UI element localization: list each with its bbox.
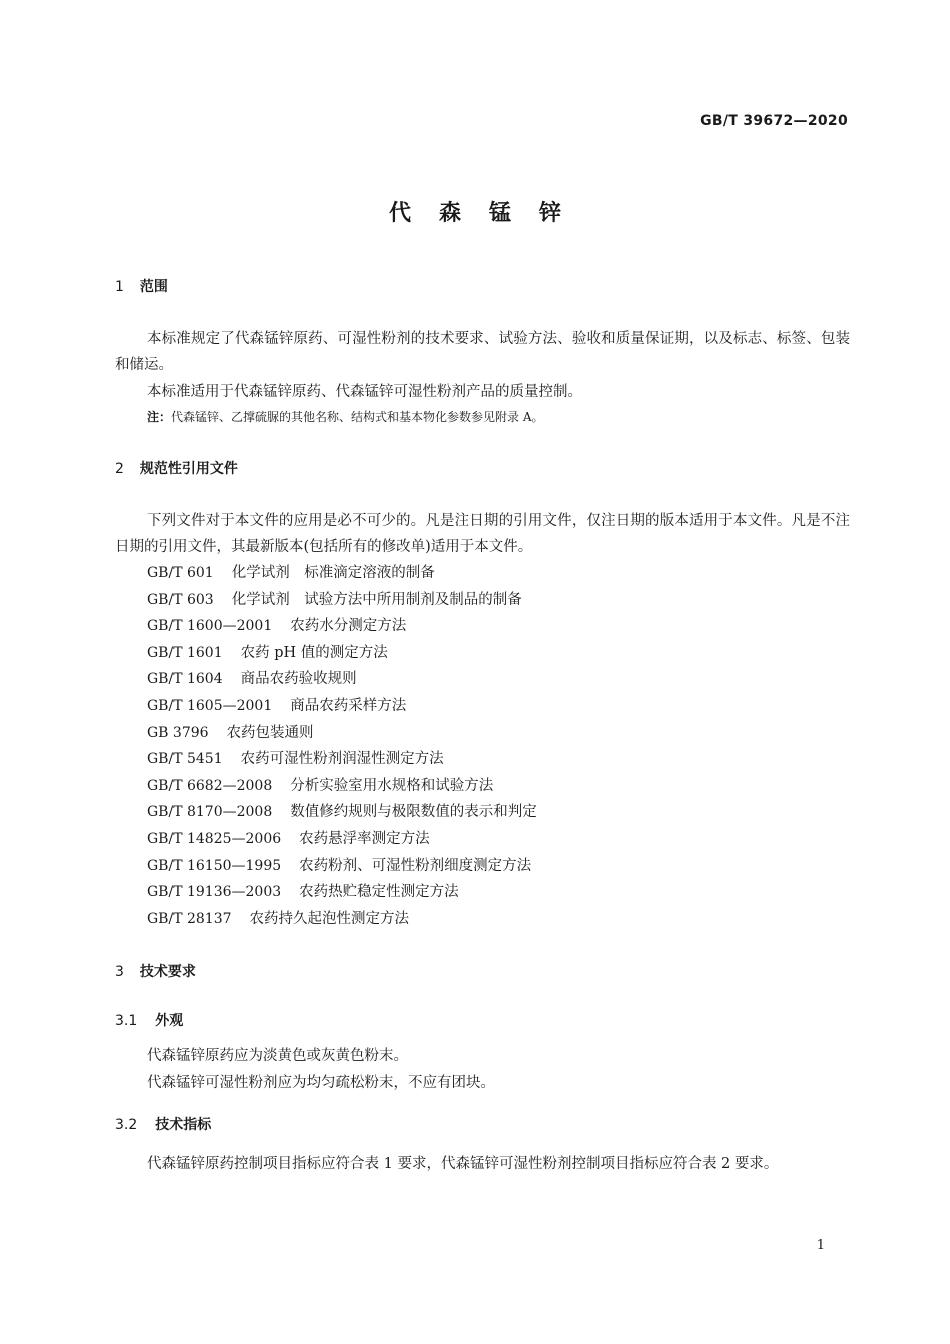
references-intro: 下列文件对于本文件的应用是必不可少的。凡是注日期的引用文件，仅注日期的版本适用于本文件。凡是不注日期的引用文件，其最新版本(包括所有的修改单)适用于本文件。 (115, 513, 850, 555)
reference-code: GB 3796 (147, 724, 209, 741)
reference-item (147, 560, 537, 587)
section-title: 规范性引用文件 (139, 461, 238, 477)
reference-item (147, 693, 537, 720)
reference-title: 农药热贮稳定性测定方法 (299, 884, 459, 901)
section-2-heading (115, 458, 238, 478)
reference-item (147, 879, 537, 906)
reference-item (147, 640, 537, 667)
scope-paragraph-1: 本标准规定了代森锰锌原药、可湿性粉剂的技术要求、试验方法、验收和质量保证期，以及标志、标签、包装和储运。 (115, 331, 850, 373)
note-label: 注： (147, 410, 172, 424)
reference-title: 商品农药验收规则 (240, 671, 357, 688)
reference-item (147, 720, 537, 747)
reference-code: GB/T 1605—2001 (147, 697, 273, 714)
reference-code: GB/T 5451 (147, 751, 223, 768)
reference-code: GB/T 603 (147, 591, 214, 608)
reference-title: 农药可湿性粉剂润湿性测定方法 (240, 751, 444, 768)
reference-code: GB/T 1604 (147, 671, 223, 688)
note-text: 代森锰锌、乙撑硫脲的其他名称、结构式和基本物化参数参见附录 A。 (171, 410, 544, 424)
reference-item (147, 906, 537, 933)
section-number: 1 (115, 279, 124, 295)
reference-item (147, 666, 537, 693)
reference-item (147, 587, 537, 614)
reference-code: GB/T 6682—2008 (147, 777, 273, 794)
reference-code: GB/T 601 (147, 565, 214, 581)
reference-item (147, 799, 537, 826)
section-title: 技术指标 (155, 1117, 212, 1133)
section-title: 范围 (139, 279, 168, 295)
reference-item (147, 826, 537, 853)
section-3-1-heading (115, 1010, 183, 1030)
reference-item (147, 746, 537, 773)
scope-note (147, 408, 544, 426)
page-number: 1 (816, 1238, 825, 1253)
section-number: 3 (115, 964, 124, 980)
appearance-paragraph-1: 代森锰锌原药应为淡黄色或灰黄色粉末。 (147, 1048, 408, 1064)
section-number: 3.2 (115, 1117, 138, 1133)
reference-item (147, 853, 537, 880)
reference-title: 化学试剂 试验方法中所用制剂及制品的制备 (231, 591, 522, 608)
reference-code: GB/T 28137 (147, 910, 232, 927)
reference-title: 农药 pH 值的测定方法 (240, 644, 388, 661)
reference-code: GB/T 19136—2003 (147, 884, 282, 901)
reference-title: 分析实验室用水规格和试验方法 (290, 777, 494, 794)
section-title: 技术要求 (139, 964, 196, 980)
reference-title: 数值修约规则与极限数值的表示和判定 (290, 804, 537, 821)
reference-title: 农药悬浮率测定方法 (299, 830, 430, 847)
indicators-paragraph: 代森锰锌原药控制项目指标应符合表 1 要求，代森锰锌可湿性粉剂控制项目指标应符合表 2 要求。 (147, 1156, 779, 1172)
reference-title: 商品农药采样方法 (290, 697, 407, 714)
section-1-heading (115, 276, 168, 296)
reference-code: GB/T 14825—2006 (147, 830, 282, 847)
reference-code: GB/T 1601 (147, 644, 223, 661)
section-3-2-heading (115, 1114, 211, 1134)
scope-paragraph-2: 本标准适用于代森锰锌原药、代森锰锌可湿性粉剂产品的质量控制。 (147, 384, 582, 400)
appearance-paragraph-2: 代森锰锌可湿性粉剂应为均匀疏松粉末，不应有团块。 (147, 1075, 495, 1091)
reference-item (147, 773, 537, 800)
reference-list (147, 560, 537, 932)
document-title: 代森锰锌 (388, 201, 589, 226)
reference-code: GB/T 16150—1995 (147, 857, 282, 874)
reference-title: 农药持久起泡性测定方法 (249, 910, 410, 927)
section-number: 2 (115, 461, 124, 477)
reference-code: GB/T 8170—2008 (147, 804, 273, 821)
reference-title: 农药水分测定方法 (290, 618, 407, 635)
reference-title: 农药包装通则 (226, 724, 314, 741)
reference-title: 农药粉剂、可湿性粉剂细度测定方法 (299, 857, 532, 874)
reference-code: GB/T 1600—2001 (147, 618, 273, 635)
reference-title: 化学试剂 标准滴定溶液的制备 (231, 565, 435, 581)
section-3-heading (115, 961, 196, 981)
section-number: 3.1 (115, 1013, 138, 1029)
reference-item (147, 613, 537, 640)
section-title: 外观 (155, 1013, 184, 1029)
standard-number: GB/T 39672—2020 (700, 113, 848, 129)
